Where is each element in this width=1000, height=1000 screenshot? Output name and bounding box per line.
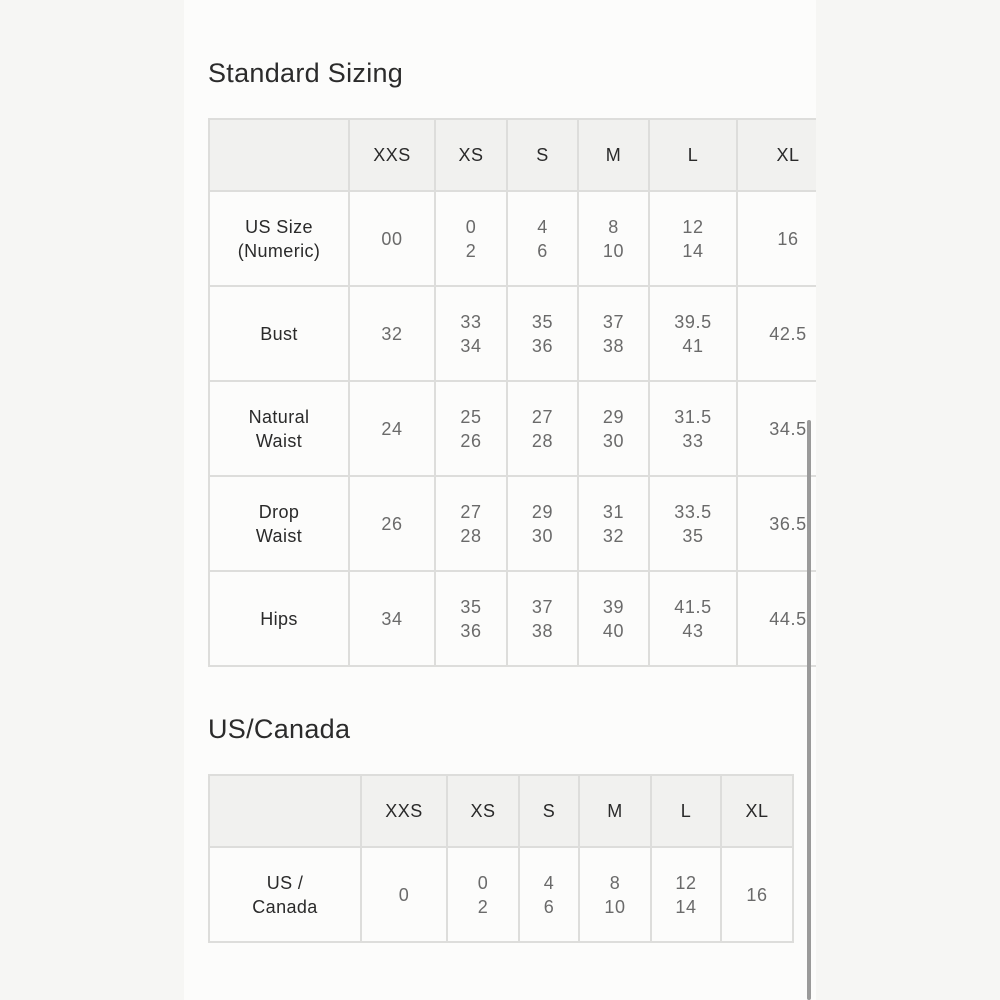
row-label [209, 381, 349, 476]
header-corner-cell [209, 119, 349, 191]
column-header: L [649, 119, 737, 191]
table-row [209, 847, 793, 942]
size-cell [737, 191, 816, 286]
size-value: 2 [477, 896, 489, 917]
size-cell [579, 847, 651, 942]
column-header: L [651, 775, 721, 847]
size-value: 14 [675, 896, 697, 917]
row-label-line: Hips [260, 608, 298, 629]
size-cell [737, 571, 816, 666]
row-label-line: Waist [255, 430, 303, 451]
size-cell [435, 571, 507, 666]
size-cell [649, 571, 737, 666]
size-value: 34 [381, 608, 403, 629]
column-header: S [519, 775, 579, 847]
size-value: 26 [460, 430, 482, 451]
size-cell [507, 286, 578, 381]
header-corner-cell [209, 775, 361, 847]
size-cell [507, 381, 578, 476]
size-value: 2 [465, 240, 477, 261]
column-header: XS [435, 119, 507, 191]
size-value: 4 [537, 216, 548, 237]
row-label [209, 476, 349, 571]
size-value: 32 [602, 525, 625, 546]
size-cell [578, 286, 649, 381]
table-header-row [209, 775, 793, 847]
size-value: 37 [602, 311, 625, 332]
column-header: S [507, 119, 578, 191]
scrollbar-thumb[interactable] [807, 420, 811, 1000]
size-value: 0 [477, 872, 489, 893]
size-value: 44.5 [769, 608, 807, 629]
size-value: 33.5 [674, 501, 712, 522]
row-label [209, 286, 349, 381]
table-row [209, 286, 816, 381]
size-cell [737, 476, 816, 571]
size-value: 30 [531, 525, 554, 546]
size-cell [649, 476, 737, 571]
column-header: M [579, 775, 651, 847]
table-header-row [209, 119, 816, 191]
size-cell [361, 847, 447, 942]
row-label-line: Drop [258, 501, 300, 522]
size-value: 42.5 [769, 323, 807, 344]
size-value: 00 [381, 228, 403, 249]
us-canada-table-body [209, 847, 793, 942]
size-value: 16 [746, 884, 768, 905]
standard-table-body [209, 191, 816, 666]
size-value: 32 [381, 323, 403, 344]
size-cell [721, 847, 793, 942]
size-value: 31 [602, 501, 625, 522]
row-label-line: Natural [248, 406, 310, 427]
size-value: 35 [531, 311, 554, 332]
size-value: 40 [602, 620, 625, 641]
size-cell [578, 476, 649, 571]
size-value: 41 [682, 335, 704, 356]
us-canada-title: US/Canada [208, 714, 351, 744]
row-label-line: Bust [260, 323, 298, 344]
size-value: 12 [675, 872, 697, 893]
size-value: 0 [398, 884, 410, 905]
standard-sizing-title: Standard Sizing [208, 58, 404, 88]
size-cell [737, 286, 816, 381]
size-value: 28 [531, 430, 554, 451]
size-cell [507, 476, 578, 571]
standard-sizing-table [208, 118, 816, 667]
size-cell [447, 847, 519, 942]
size-value: 25 [460, 406, 482, 427]
size-cell [519, 847, 579, 942]
size-cell [651, 847, 721, 942]
column-header: XXS [361, 775, 447, 847]
size-value: 30 [602, 430, 625, 451]
row-label [209, 847, 361, 942]
size-value: 0 [465, 216, 477, 237]
row-label [209, 191, 349, 286]
size-value: 35 [460, 596, 482, 617]
size-cell [649, 381, 737, 476]
table-row [209, 571, 816, 666]
size-value: 4 [543, 872, 555, 893]
column-header: XL [721, 775, 793, 847]
size-value: 29 [531, 501, 554, 522]
size-value: 10 [602, 240, 625, 261]
table-row [209, 191, 816, 286]
size-value: 39 [602, 596, 625, 617]
size-value: 28 [460, 525, 482, 546]
size-value: 37 [531, 596, 554, 617]
row-label-line: (Numeric) [237, 240, 321, 261]
size-cell [507, 571, 578, 666]
us-canada-table [208, 774, 794, 943]
table-row [209, 381, 816, 476]
size-value: 27 [531, 406, 554, 427]
size-value: 6 [537, 240, 548, 261]
row-label-line: Waist [255, 525, 303, 546]
size-value: 8 [608, 216, 619, 237]
size-cell [349, 476, 435, 571]
size-value: 34.5 [769, 418, 807, 439]
size-value: 24 [381, 418, 403, 439]
size-value: 43 [682, 620, 704, 641]
size-value: 33 [460, 311, 482, 332]
row-label [209, 571, 349, 666]
size-value: 27 [460, 501, 482, 522]
table-row [209, 476, 816, 571]
column-header: M [578, 119, 649, 191]
size-value: 33 [682, 430, 704, 451]
size-value: 29 [602, 406, 625, 427]
size-cell [435, 476, 507, 571]
size-value: 6 [543, 896, 555, 917]
size-value: 38 [602, 335, 625, 356]
size-value: 36 [531, 335, 554, 356]
size-value: 41.5 [674, 596, 712, 617]
size-value: 8 [609, 872, 621, 893]
size-cell [578, 381, 649, 476]
column-header: XL [737, 119, 816, 191]
size-value: 14 [682, 240, 704, 261]
size-cell [349, 571, 435, 666]
size-cell [578, 571, 649, 666]
size-cell [349, 381, 435, 476]
size-value: 39.5 [674, 311, 712, 332]
size-cell [435, 286, 507, 381]
column-header: XS [447, 775, 519, 847]
size-value: 12 [682, 216, 704, 237]
size-value: 26 [381, 513, 403, 534]
size-cell [649, 286, 737, 381]
size-cell [349, 191, 435, 286]
size-cell [435, 381, 507, 476]
size-chart-panel [184, 0, 816, 1000]
size-value: 16 [777, 228, 799, 249]
size-value: 36 [460, 620, 482, 641]
size-value: 34 [460, 335, 482, 356]
row-label-line: US Size [245, 216, 313, 237]
size-cell [349, 286, 435, 381]
size-cell [435, 191, 507, 286]
size-cell [649, 191, 737, 286]
size-value: 36.5 [769, 513, 807, 534]
size-value: 35 [682, 525, 704, 546]
row-label-line: Canada [252, 896, 318, 917]
size-cell [737, 381, 816, 476]
column-header: XXS [349, 119, 435, 191]
size-cell [578, 191, 649, 286]
size-cell [507, 191, 578, 286]
size-value: 38 [531, 620, 554, 641]
row-label-line: US / [266, 872, 304, 893]
size-value: 31.5 [674, 406, 712, 427]
size-value: 10 [604, 896, 626, 917]
